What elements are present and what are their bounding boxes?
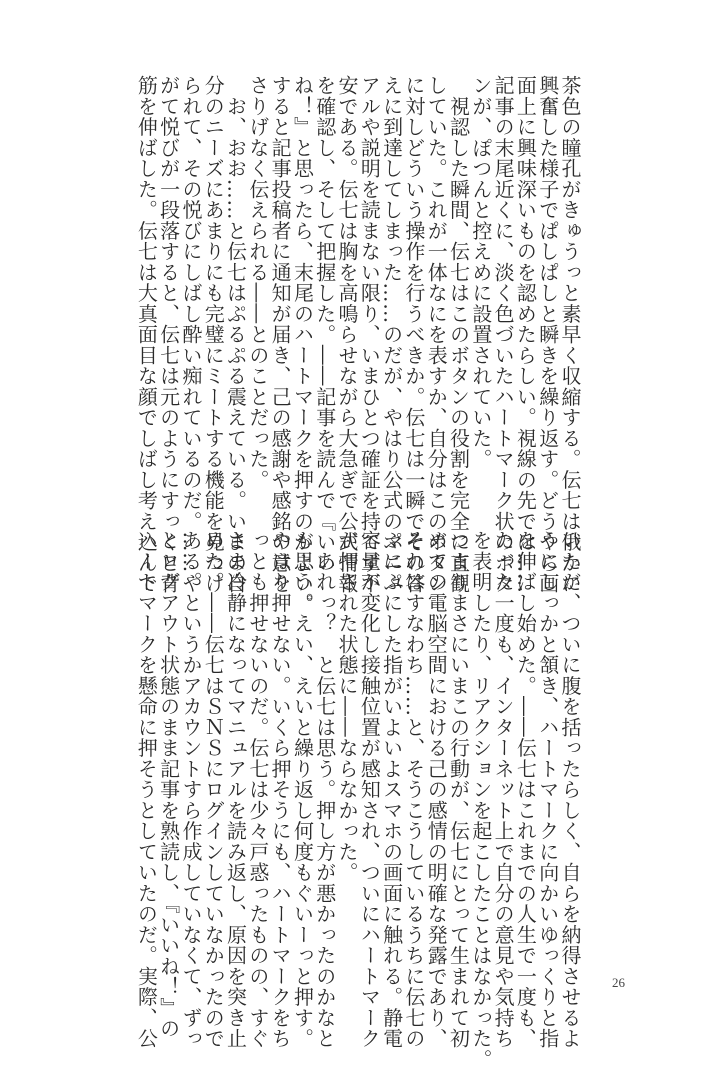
text-line: それはすなわち……と、そうこうしているうちに伝七の [401,530,426,1049]
text-block-top [133,75,582,615]
text-line: られて、その悦びにしばし酔い痴れているのだ。……や [178,75,203,594]
text-line: いたが、ついに腹を括ったらしく、自らを納得させるよ [558,530,582,1049]
text-line: ぷにぷにした指がいよいよスマホの画面に触れる。静電 [379,530,404,1049]
text-line: さりげなく伝えられる――とのことだった。 [245,75,270,490]
text-line: 興奮した様子でぱしぱしと瞬きを繰り返す。どうやら画 [535,75,560,594]
text-line: 面上に興味深いものを認めたらしい。視線の先では…… [513,75,538,594]
text-line: を伸ばし始めた。――伝七はこれまでの人生で一度も、 [513,530,538,1049]
text-line: ハートマークを懸命に押そうとしていたのだ。実際、公 [134,530,159,1049]
text-line: アルや説明を読まない限り、いまひとつ確証を持てず不 [357,75,382,594]
text-line: 分のニーズにあまりにも完璧にミートする機能を見つけ [201,75,226,594]
text-line: すると記事投稿者に通知が届き、己の感謝や感銘の意を [268,75,293,594]
text-block-bottom [133,530,582,1070]
text-line: めての電脳空間における己の感情の明確な発露であり、 [424,530,449,1049]
page-number: 26 [612,975,625,990]
text-line: ね！』と思ったら、末尾のハートマークを押すのがよい。 [290,75,315,615]
text-line: 茶色の瞳孔がきゅうっと素早く収縮する。伝七は俄かに [558,75,582,594]
text-line: あれっ？ と伝七は思う。押し方が悪かったのかなと [312,530,337,1049]
text-line: 記事の末尾近くに、淡く色づいたハートマーク状のボタ [491,75,516,594]
text-line: が押された状態に――ならなかった。 [335,530,360,883]
text-line: ある。というかアカウントすら作成していなくて、ずっ [178,530,203,1049]
text-line: に対しどういう操作を行うべきか。伝七は一瞬でその答 [401,75,426,594]
text-line: えに到達してしまった……のだが、やはり公式のマニュ [379,75,404,594]
text-line: お、おお……と伝七はぷるぷる震えている。いまの自 [223,75,248,594]
text-line: を表明したり、リアクションを起こしたことはなかった。 [468,530,493,1070]
text-line: 容量が変化し接触位置が感知され、ついにハートマーク [357,530,382,1049]
text-line: ンが、ぽつんと控えめに設置されていた。 [468,75,493,470]
text-line: さま冷静になってマニュアルを読み返し、原因を突き止 [223,530,248,1049]
text-line: がて悦びが一段落すると、伝七は元のようにすっくと背 [156,75,181,594]
text-line: やはり押せない。いくら押そうにも、ハートマークをち [268,530,293,1049]
text-line: 筋を伸ばした。伝七は大真面目な顔でしばし考え込んで [134,75,159,594]
text-line: も思う。えい、えいと繰り返し何度もぐいーっと押す。 [290,530,315,1049]
text-line: していた。これが一体なにを表すか、自分はこのボタン [424,75,449,594]
text-line: つまりまさにいまこの行動が、伝七にとって生まれて初 [446,530,471,1049]
text-line: 視認した瞬間、伝七はこのボタンの役割を完全に直観 [446,75,471,594]
text-line: っとも押せないのだ。伝七は少々戸惑ったものの、すぐ [245,530,270,1049]
text-line: たった一度も、インターネット上で自分の意見や気持ち [491,530,516,1049]
text-line: うにしっかと頷き、ハートマークに向かいゆっくりと指 [535,530,560,1049]
text-line: を確認し、そして把握した。――記事を読んで『いい [312,75,337,573]
text-line: とログアウト状態のまま記事を熟読し、『いいね！』の [156,530,181,1039]
text-line: 安である。伝七は胸を高鳴らせながら大急ぎで公式情報 [335,75,360,594]
text-line: めた。――伝七はＳＮＳにログインしていなかったので [201,530,226,1049]
